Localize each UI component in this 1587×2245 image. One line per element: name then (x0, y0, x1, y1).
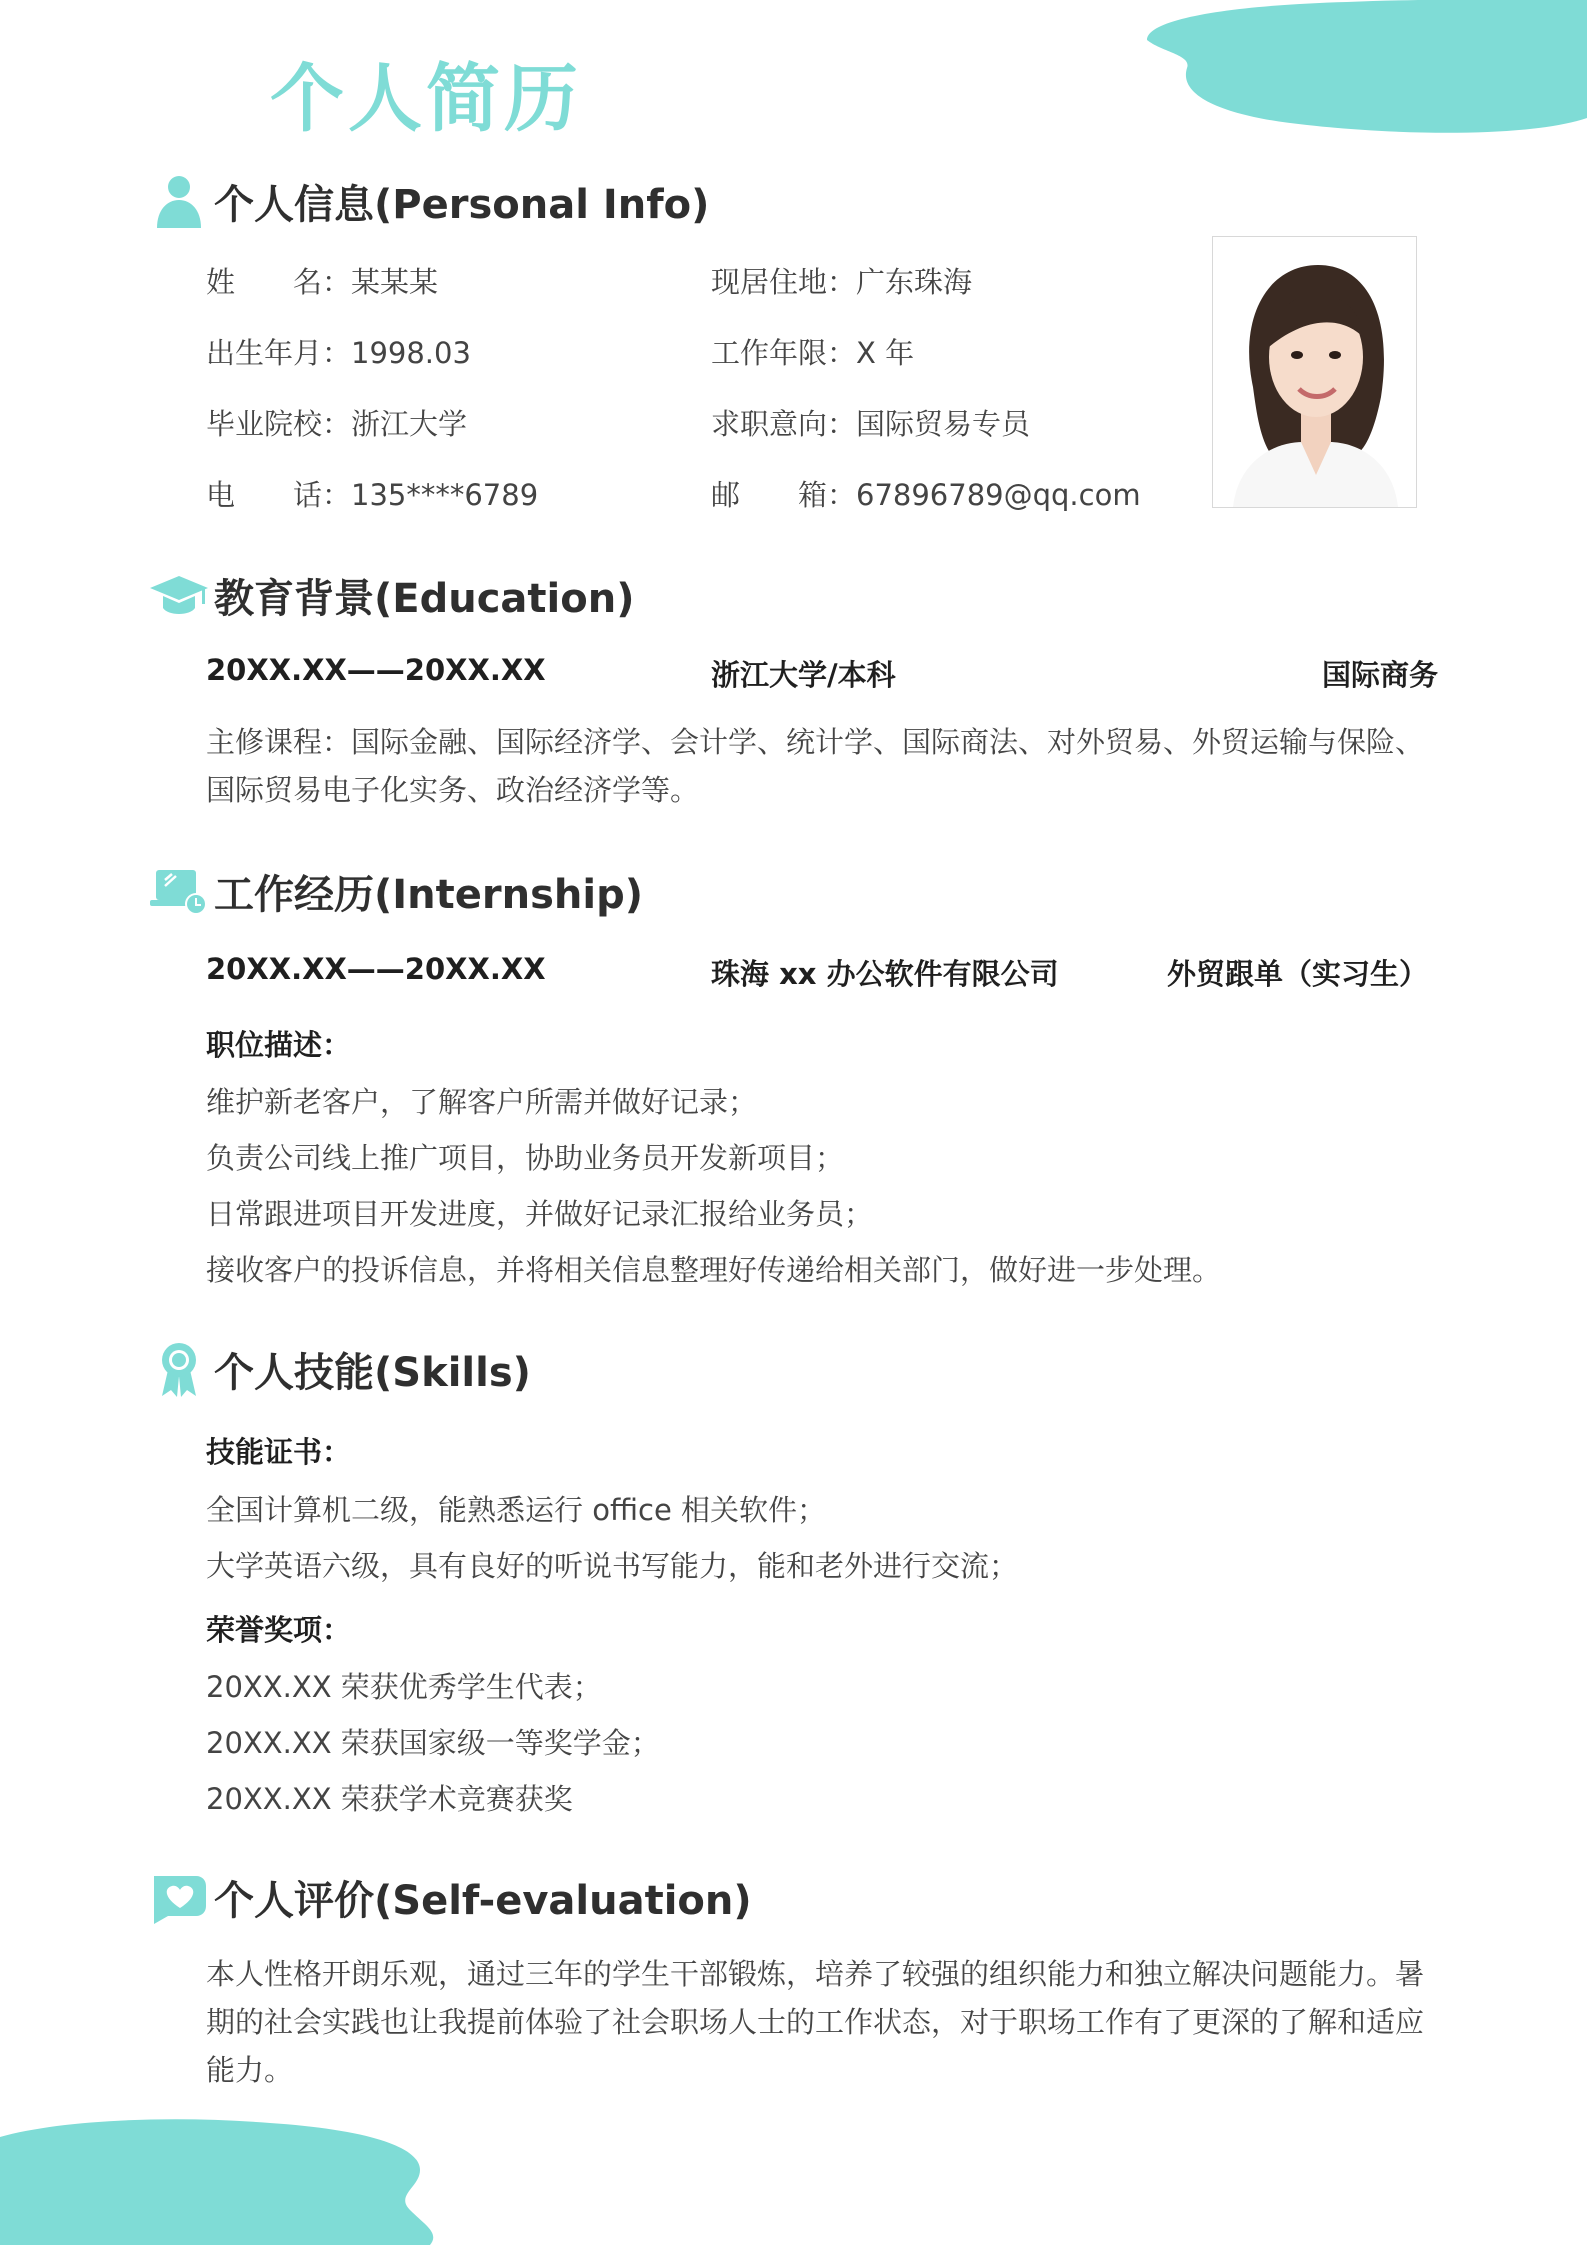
education-courses: 主修课程：国际金融、国际经济学、会计学、统计学、国际商法、对外贸易、外贸运输与保险、国际贸易电子化实务、政治经济学等。 (206, 725, 1425, 807)
work-desc-label: 职位描述： (206, 1028, 352, 1062)
info-value-birth: 1998.03 (351, 336, 471, 370)
list-item: 20XX.XX 荣获学术竞赛获奖 (206, 1782, 573, 1816)
education-school: 浙江大学/本科 (711, 658, 896, 692)
info-value-objective: 国际贸易专员 (856, 407, 1031, 441)
info-key: 出生年月： (206, 336, 352, 370)
list-item: 负责公司线上推广项目，协助业务员开发新项目； (206, 1141, 845, 1175)
portrait-image (1213, 237, 1416, 507)
work-position: 外贸跟单（实习生） (1166, 957, 1428, 991)
info-row (206, 331, 1166, 402)
info-key: 求职意向： (711, 407, 857, 441)
list-item: 日常跟进项目开发进度，并做好记录汇报给业务员； (206, 1197, 874, 1231)
info-row (206, 473, 1166, 544)
list-item: 20XX.XX 荣获优秀学生代表； (206, 1670, 602, 1704)
work-company: 珠海 xx 办公软件有限公司 (711, 957, 1059, 991)
list-item: 接收客户的投诉信息，并将相关信息整理好传递给相关部门，做好进一步处理。 (206, 1253, 1222, 1287)
info-value-school: 浙江大学 (351, 407, 468, 441)
education-major: 国际商务 (1321, 658, 1438, 692)
skills-cert-label: 技能证书： (206, 1435, 352, 1469)
education-entry (206, 653, 1438, 693)
skills-cert-label-row (206, 1430, 1438, 1470)
section-personal-title: 个人信息(Personal Info) (214, 181, 710, 228)
section-evaluation-header (150, 1868, 752, 1926)
graduation-cap-icon (150, 566, 208, 624)
section-education-header (150, 566, 635, 624)
work-desc-list (206, 1082, 1438, 1306)
top-decor-blob (1147, 0, 1587, 140)
skills-honor-list (206, 1667, 1438, 1835)
info-row (206, 402, 1166, 473)
education-period: 20XX.XX——20XX.XX (206, 653, 546, 687)
section-skills-header (150, 1340, 531, 1398)
evaluation-text: 本人性格开朗乐观，通过三年的学生干部锻炼，培养了较强的组织能力和独立解决问题能力。暑期的社会实践也让我提前体验了社会职场人士的工作状态，对于职场工作有了更深的了解和适应能力。 (206, 1957, 1425, 2087)
heart-bubble-icon (150, 1868, 208, 1926)
info-key: 姓 名： (206, 265, 352, 299)
section-work-header (150, 862, 643, 920)
section-skills-title: 个人技能(Skills) (214, 1349, 531, 1396)
work-period: 20XX.XX——20XX.XX (206, 952, 546, 986)
info-value-years: X 年 (856, 336, 915, 370)
list-item: 维护新老客户，了解客户所需并做好记录； (206, 1085, 758, 1119)
info-key: 工作年限： (711, 336, 857, 370)
skills-honor-label: 荣誉奖项： (206, 1613, 352, 1647)
section-personal-header (150, 172, 709, 230)
skills-cert-list (206, 1490, 1438, 1602)
list-item: 20XX.XX 荣获国家级一等奖学金； (206, 1726, 660, 1760)
info-key: 邮 箱： (711, 478, 857, 512)
info-key: 电 话： (206, 478, 352, 512)
skills-honor-label-row (206, 1608, 1438, 1648)
page-title: 个人简历 (270, 56, 582, 142)
info-value-email: 67896789@qq.com (856, 478, 1141, 512)
info-row (206, 260, 1166, 331)
award-ribbon-icon (150, 1340, 208, 1398)
person-icon (150, 172, 208, 230)
list-item: 大学英语六级，具有良好的听说书写能力，能和老外进行交流； (206, 1549, 1019, 1583)
personal-info-grid (206, 260, 1166, 544)
bottom-decor-blob (0, 2115, 440, 2245)
info-key: 毕业院校： (206, 407, 352, 441)
laptop-clock-icon (150, 862, 208, 920)
section-work-title: 工作经历(Internship) (214, 871, 644, 918)
info-key: 现居住地： (711, 265, 857, 299)
section-education-title: 教育背景(Education) (214, 575, 635, 622)
work-desc-label-row (206, 1023, 1438, 1063)
info-value-phone: 135****6789 (351, 478, 539, 512)
info-value-name: 某某某 (351, 265, 439, 299)
info-value-residence: 广东珠海 (856, 265, 973, 299)
profile-photo (1212, 236, 1417, 508)
list-item: 全国计算机二级，能熟悉运行 office 相关软件； (206, 1493, 827, 1527)
work-entry (206, 952, 1438, 992)
section-evaluation-title: 个人评价(Self-evaluation) (214, 1877, 752, 1924)
